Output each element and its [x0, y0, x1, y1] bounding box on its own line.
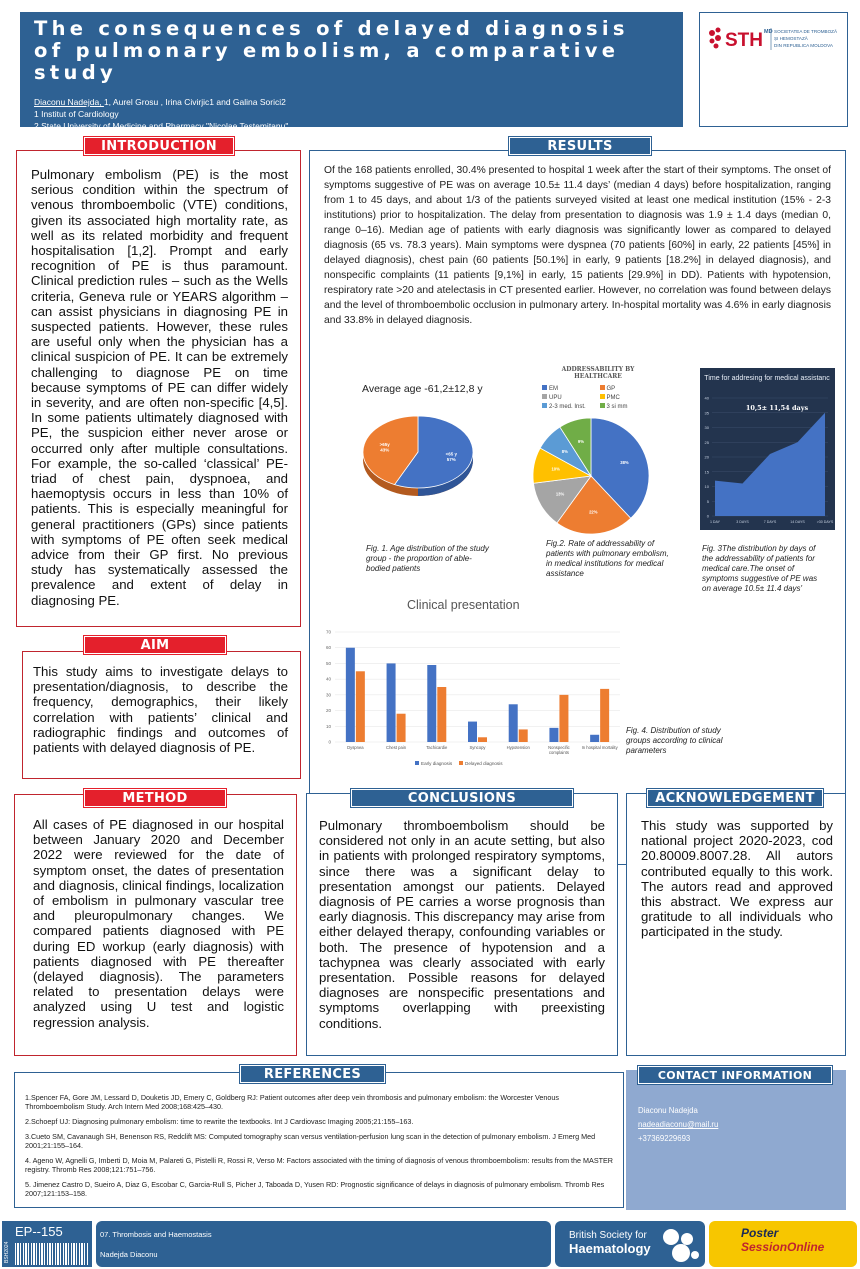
x-tick-label: Syncopy — [469, 745, 486, 750]
introduction-heading: INTRODUCTION — [84, 137, 234, 155]
legend-label: Delayed diagnosis — [465, 761, 503, 766]
legend-swatch — [542, 394, 547, 399]
reference-list — [25, 1093, 613, 1198]
footer-ep-number: EP--155 — [15, 1224, 63, 1239]
legend-swatch — [459, 761, 463, 765]
logo-abbr: STH — [725, 30, 763, 51]
results-text: Of the 168 patients enrolled, 30.4% presented to hospital 1 week after the start of their symptoms. The onset of symptoms suggestive of PE was on average 10.5± 11.4 days’ (median 4 days) before hospitalization, ranging from 1 to 45 days, and about 1/3 of the patients surveyed visited at least one medical institution (15% - 2-3 institutions) prior to hospitalization. The delay from presentation to diagnosis was 1.9 ± 1.4 days (median 0, range 0–16). Median age of patients with early diagnosis was significantly lower as compared to delayed diagnosis (65 vs. 78.3 years). Main symptoms were dyspnea (70 patients [60%] in early, 22 patients [45%] in delayed diagnosis), chest pain (60 patients [50.1%] in early, 9 patients [18.2%] in delayed diagnosis), and nonspecific complaints (11 patients [9,1%] in early, 15 patients [29.9%] in DD). Patients with hypotension, respiratory rate >20 and atelectasis in CT presented earlier. However, no correlation was found between delays and the level of thromboembolic occlusion in pulmonary artery. In-hospital mortality was 4.6% in early diagnosis and 33.8% in delayed diagnosis. — [324, 165, 831, 326]
y-tick-label: 5 — [706, 498, 709, 504]
legend-swatch — [600, 385, 605, 390]
x-tick-label: 14 DAYS — [790, 520, 805, 524]
other-authors: 1, Aurel Grosu , Irina Civirjic1 and Galina Sorici2 — [103, 97, 286, 107]
bar-early — [468, 722, 477, 742]
contact-box — [626, 1070, 846, 1210]
reference-item: 1.Spencer FA, Gore JM, Lessard D, Douketis JD, Emery C, Goldberg RJ: Patient outcomes after deep vein thrombosis and pulmonary embolism: the Worcester Venous Thromboembolism Study. Arch Intern Med 2008;168:425–430. — [25, 1093, 559, 1111]
blood-drops-icon — [709, 28, 721, 49]
legend-entry: PMC — [600, 394, 658, 401]
introduction-box — [16, 150, 301, 627]
pie-slice-label-0: <65 y — [445, 451, 457, 457]
logo-line1: SOCIETATEA DE TROMBOZĂ — [774, 29, 838, 34]
pie-slice-label-0: 38% — [620, 460, 629, 466]
reference-item: 4. Ageno W, Agnelli G, Imberti D, Moia M, Palareti G, Pistelli R, Rossi R, Verso M: Factors associated with the timing of diagnosis of venous thromboembolism: results from the MASTER registry. Thromb Res 2008;121:751–756. — [25, 1156, 613, 1174]
x-tick-label: complaints — [548, 750, 569, 755]
x-tick-label: Tachicardie — [426, 745, 448, 750]
bar-early — [346, 648, 355, 742]
pso-line2: SessionOnline — [741, 1240, 825, 1254]
fig1-title: Average age -61,2±12,8 y — [362, 383, 483, 395]
legend-entry: GP — [600, 385, 658, 392]
bar-delayed — [397, 714, 406, 742]
pie-slice-label-1: 43% — [380, 447, 390, 453]
footer-author: Nadejda Diaconu — [100, 1250, 158, 1259]
x-tick-label: 3 DAYS — [736, 520, 749, 524]
fig2-legend — [542, 385, 657, 410]
fig4-title: Clinical presentation — [407, 598, 520, 612]
x-tick-label: Nonspecific — [548, 745, 570, 750]
pie-slice-label-1: 22% — [589, 509, 598, 515]
pie-slice-label-1: >65y — [379, 441, 390, 447]
bsh-circles-icon — [659, 1225, 701, 1265]
footer-pso-logo — [709, 1221, 857, 1267]
introduction-text: Pulmonary embolism (PE) is the most serious condition within the spectrum of venous thromboembolic (VTE) conditions, given its associated high mortality rate, as well as its related morbidity and frequent hospitalisation [1,2]. Prompt and early recognition of PE is thus paramount. Clinical prediction rules – such as the Wells criteria, Geneva rule or YEARS algorithm – can assist physicians in diagnosing PE in suspected patients. However, these rules are useful only when the physician has a clinical suspicion of PE. It can be extremely challenging to diagnose PE on time because symptoms of PE can differ widely in severity, and are often non-specific [4,5]. In some patients ultimately diagnosed with PE, the suspicion either never arose or occurred only after multiple consultations. For example, the so-called ‘classical’ PE-triad of chest pain, dyspnoea, and haemoptysis occurs in less than 10% of patients. This is especially meaningful for general practitioners (GPs) since patients with symptoms of PE often seek medical advice from their GP first. No previous study has systematically assessed the prevalence and extent of delay in diagnosing PE. — [31, 167, 288, 608]
y-tick-label: 40 — [704, 395, 709, 401]
sth-logo-box — [699, 12, 848, 127]
legend-entry: UPU — [542, 394, 600, 401]
logo-md: MD — [764, 29, 773, 35]
y-tick-label: 35 — [704, 410, 709, 416]
reference-item: 3.Cueto SM, Cavanaugh SH, Benenson RS, Redclift MS: Computed tomography scan versus ventilation-perfusion lung scan in the detection of pulmonary embolism. J Emerg Med 2001;21:155–164. — [25, 1132, 596, 1150]
fig4-caption: Fig. 4. Distribution of study groups according to clinical parameters — [626, 726, 723, 755]
bar-early — [590, 735, 599, 742]
y-tick-label: 40 — [325, 676, 331, 682]
x-tick-label: In hospital mortality — [581, 745, 618, 750]
affiliation-1: 1 Institut of Cardiology — [34, 109, 119, 119]
y-tick-label: 60 — [325, 645, 331, 651]
legend-swatch — [600, 403, 605, 408]
aim-heading: AIM — [84, 636, 226, 654]
pie-slice-label-0: 57% — [446, 457, 456, 463]
logo-line3: DIN REPUBLICA MOLDOVA — [774, 43, 833, 48]
bar-delayed — [600, 689, 609, 742]
age-pie-chart — [358, 402, 478, 512]
bar-early — [509, 704, 518, 742]
fig3-title: Time for addresing for medical assistanc — [704, 375, 830, 382]
reference-item: 2.Schoepf UJ: Diagnosing pulmonary embolism: time to rewrite the textbooks. Int J Cardiovasc Imaging 2005;21:155–163. — [25, 1117, 414, 1126]
references-heading: REFERENCES — [240, 1065, 385, 1083]
pie-slice-label-3: 10% — [551, 466, 560, 472]
conclusions-text: Pulmonary thromboembolism should be considered not only in an acute setting, but also in patients with prolonged respiratory symptoms, since there was a significant delay to presentation amongst our patients. Delayed diagnosis of PE carries a worse prognosis than early diagnosis. This discrepancy may arise from either delayed therapy, confounding variables or both. The presence of hypotension and a tachypnea was clearly associated with early presentation. Possible reasons for delayed diagnoses are nonspecific presentations and symptoms overlapping with preexisting conditions. — [319, 818, 605, 1031]
authors-line — [34, 96, 669, 108]
clinical-presentation-bar-chart — [315, 622, 625, 772]
bar-early — [387, 663, 396, 742]
bar-delayed — [356, 671, 365, 742]
legend-entry: 2-3 med. Inst. — [542, 403, 600, 410]
footer-ep-block — [2, 1221, 92, 1267]
contact-heading: CONTACT INFORMATION — [638, 1066, 832, 1084]
contact-name: Diaconu Nadejda — [638, 1106, 698, 1115]
conclusions-heading: CONCLUSIONS — [351, 789, 573, 807]
y-tick-label: 50 — [325, 660, 331, 666]
contact-phone: +37369229693 — [638, 1134, 691, 1143]
aim-box — [22, 651, 301, 779]
fig2-caption: Fig.2. Rate of addressability of patients with pulmonary embolism, in medical institutions for medical assistance — [546, 539, 669, 578]
aim-text: This study aims to investigate delays to presentation/diagnosis, to describe the frequency, demographics, their likely correlation with patients’ clinical and radiographic findings and outcomes of patients with delayed diagnosis of PE. — [33, 664, 288, 756]
acknowledgement-box — [626, 793, 846, 1056]
footer-bsh-logo — [555, 1221, 705, 1267]
legend-entry: 3 si mm — [600, 403, 658, 410]
fig1-caption: Fig. 1. Age distribution of the study group - the proportion of able-bodied patients — [366, 544, 489, 573]
bar-delayed — [559, 695, 568, 742]
bar-early — [549, 728, 558, 742]
legend-swatch — [542, 403, 547, 408]
method-text: All cases of PE diagnosed in our hospital between January 2020 and December 2022 were reviewed for the date of symptom onset, the dates of presentation and diagnosis, clinical findings, localization of embolism in pulmonary vascular tree and pleuropulmonary changes. We compared patients diagnosed with PE during ED workup (early diagnosis) with patients diagnosed with PE thereafter (delayed diagnosis). The parameters related to presentation delays were analyzed using U test and logistic regression analysis. — [33, 817, 284, 1030]
y-tick-label: 25 — [704, 439, 709, 445]
poster-title: The consequences of delayed diagnosis of pulmonary embolism, a comparative study — [34, 17, 629, 84]
sth-logo — [707, 25, 842, 53]
acknowledgement-heading: ACKNOWLEDGEMENT — [647, 789, 823, 807]
affiliation-2: 2 State University of Medicine and Pharmacy "Nicolae Testemitanu" — [34, 121, 289, 131]
addressing-time-area-chart — [700, 368, 835, 530]
pie-slice-label-4: 8% — [561, 448, 568, 454]
pie-slice-label-5: 9% — [577, 438, 584, 444]
y-tick-label: 0 — [328, 739, 331, 745]
legend-swatch — [415, 761, 419, 765]
addressability-pie-chart — [530, 415, 652, 537]
acknowledgement-text: This study was supported by national project 2020-2023, cod 20.80009.8007.28. All autors contributed equally to this work. The autors read and approved this abstract. We express aur gratitude to all individuals who participated in the study. — [641, 818, 833, 940]
x-tick-label: 7 DAYS — [763, 520, 777, 524]
fig2-title: ADDRESSABILITY BY HEALTHCARE — [561, 366, 635, 380]
x-tick-label: >30 DAYS — [816, 520, 834, 524]
method-box — [14, 794, 297, 1056]
fig3-annotation: 10,5± 11,54 days — [745, 404, 809, 412]
references-box — [14, 1072, 624, 1208]
legend-label: Early diagnosis — [421, 761, 453, 766]
x-tick-label: Hypotension — [506, 745, 530, 750]
poster-header — [20, 12, 683, 131]
y-tick-label: 15 — [704, 469, 709, 475]
bar-delayed — [437, 687, 446, 742]
logo-line2: ȘI HEMOSTAZĂ — [774, 36, 808, 41]
barcode-icon — [15, 1243, 89, 1265]
bar-delayed — [478, 737, 487, 742]
contact-email-link[interactable]: nadeadiaconu@mail.ru — [638, 1120, 719, 1129]
x-tick-label: Dyspnea — [347, 745, 364, 750]
footer-info-block — [96, 1221, 551, 1267]
first-author: Diaconu Nadejda, — [34, 97, 104, 107]
conclusions-box — [306, 793, 618, 1056]
results-heading: RESULTS — [509, 137, 651, 155]
bar-early — [427, 665, 436, 742]
y-tick-label: 0 — [706, 513, 709, 519]
legend-swatch — [542, 385, 547, 390]
y-tick-label: 20 — [704, 454, 709, 460]
x-tick-label: 1 DAY — [709, 520, 721, 524]
footer-topic: 07. Thrombosis and Haemostasis — [100, 1230, 212, 1239]
x-tick-label: Chest pain — [386, 745, 407, 750]
legend-swatch — [600, 394, 605, 399]
y-tick-label: 20 — [325, 708, 331, 714]
y-tick-label: 30 — [325, 692, 331, 698]
fig3-caption: Fig. 3The distribution by days of the addressability of patients for medical care.The onset of symptoms suggestive of PE was on average 10.5± 11.4 days' — [702, 544, 818, 593]
bsh-line2: Haematology — [569, 1241, 651, 1256]
y-tick-label: 10 — [704, 484, 709, 489]
reference-item: 5. Jimenez Castro D, Sueiro A, Diaz G, Escobar C, Garcia-Rull S, Picher J, Taboada D, Yusen RD: Prognostic significance of delays in diagnosis of pulmonary embolism. Thromb Res 2007;121:153–158. — [25, 1180, 605, 1198]
y-tick-label: 70 — [325, 629, 331, 635]
bsh-line1: British Society for — [569, 1230, 647, 1241]
y-tick-label: 30 — [704, 425, 709, 430]
legend-entry: EM — [542, 385, 600, 392]
pso-line1: Poster — [741, 1226, 779, 1240]
y-tick-label: 10 — [325, 723, 331, 729]
footer-code: BSH2024 — [4, 1241, 10, 1263]
contact-details — [638, 1104, 718, 1146]
bar-delayed — [519, 729, 528, 742]
method-heading: METHOD — [84, 789, 226, 807]
pie-slice-label-2: 13% — [555, 491, 565, 497]
